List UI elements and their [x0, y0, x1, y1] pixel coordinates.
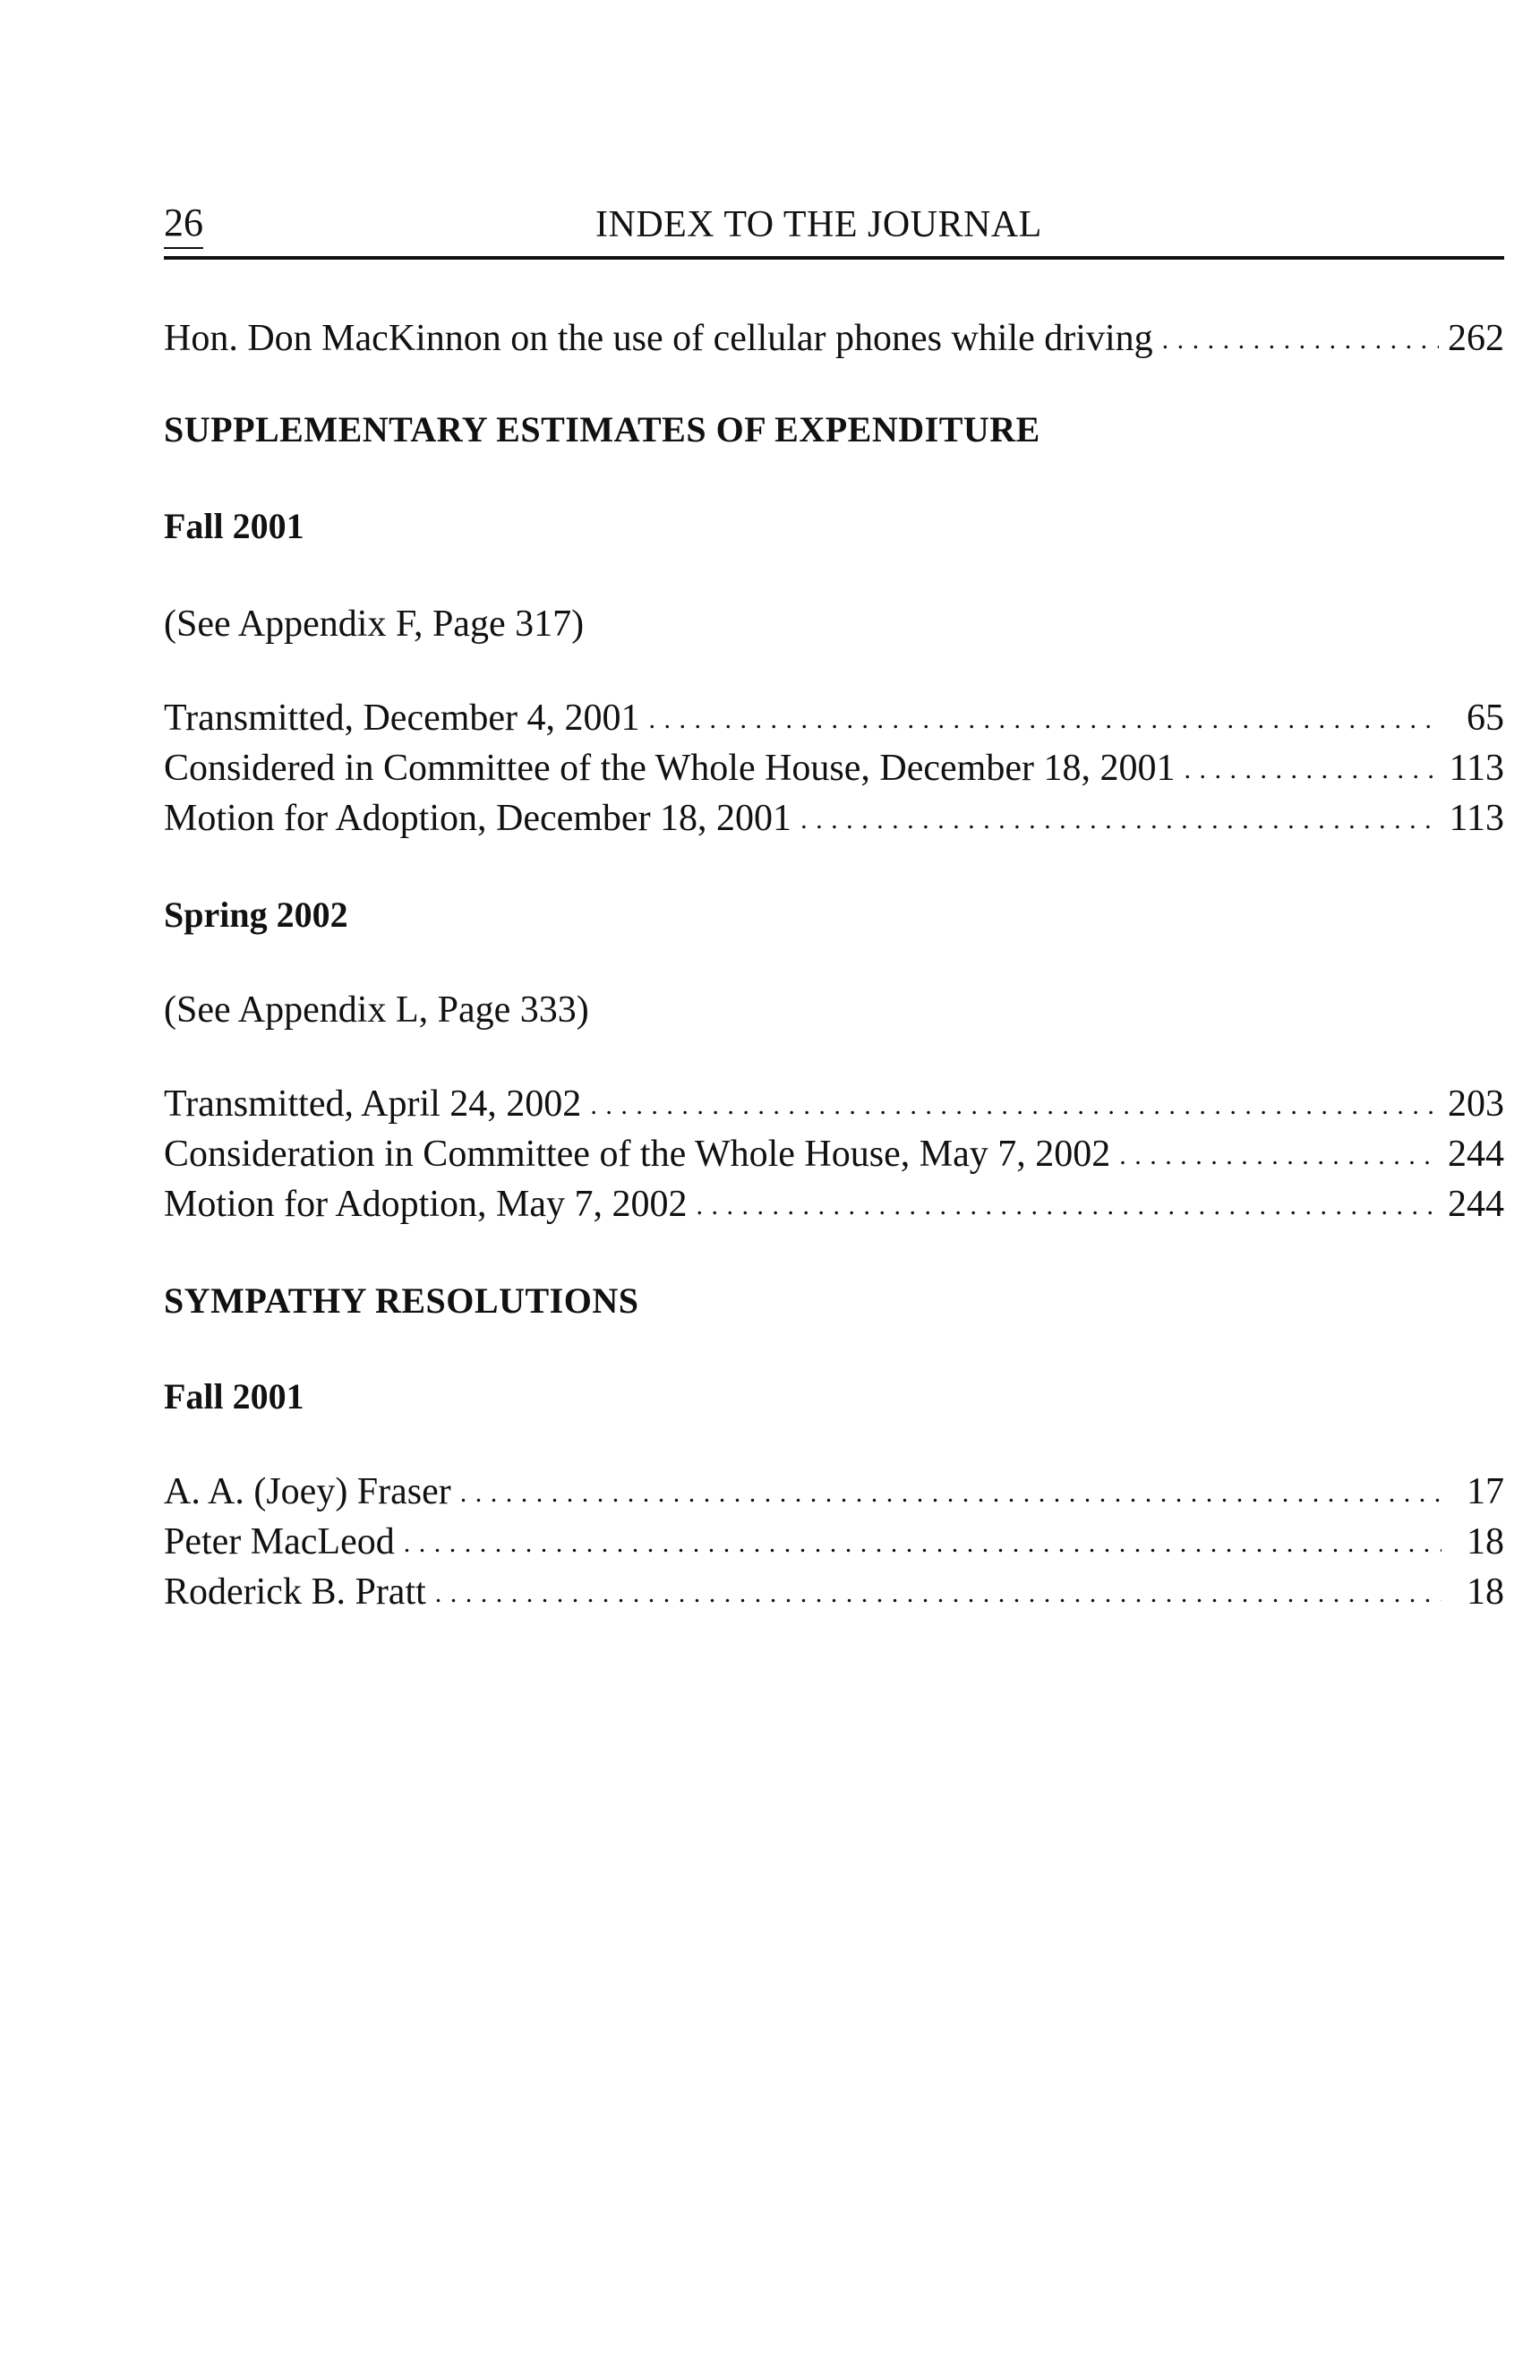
dot-leader — [404, 1515, 1442, 1565]
appendix-note: (See Appendix L, Page 333) — [164, 989, 589, 1031]
entry-label: Roderick B. Pratt — [164, 1571, 426, 1613]
entry-page-number: 18 — [1467, 1571, 1504, 1613]
entry-label: Transmitted, December 4, 2001 — [164, 698, 640, 739]
entry-page-number: 244 — [1448, 1134, 1504, 1175]
entry-page-number: 17 — [1467, 1471, 1504, 1512]
entry-page-number: 203 — [1448, 1083, 1504, 1125]
index-entry — [164, 1129, 1504, 1179]
appendix-note: (See Appendix F, Page 317) — [164, 604, 585, 645]
subheading: Fall 2001 — [164, 506, 304, 546]
index-entry — [164, 793, 1504, 843]
entry-page-number: 244 — [1448, 1184, 1504, 1225]
dot-leader — [590, 1077, 1439, 1127]
index-entry — [164, 313, 1504, 364]
index-entry — [164, 743, 1504, 793]
dot-leader — [1184, 741, 1440, 792]
entry-label: Consideration in Committee of the Whole House, May 7, 2002 — [164, 1134, 1111, 1175]
entry-label: Considered in Committee of the Whole House, December 18, 2001 — [164, 748, 1176, 789]
entry-page-number: 65 — [1467, 698, 1504, 739]
dot-leader — [649, 691, 1442, 741]
index-entry — [164, 1517, 1504, 1567]
entry-label: Peter MacLeod — [164, 1521, 395, 1562]
section-heading: SYMPATHY RESOLUTIONS — [164, 1280, 639, 1321]
entry-label: Motion for Adoption, May 7, 2002 — [164, 1184, 688, 1225]
index-entry — [164, 693, 1504, 743]
dot-leader — [1119, 1127, 1439, 1177]
subheading: Fall 2001 — [164, 1376, 304, 1417]
dot-leader — [1162, 312, 1439, 362]
entry-page-number: 262 — [1448, 318, 1504, 359]
dot-leader — [460, 1465, 1442, 1515]
index-entry — [164, 1079, 1504, 1129]
subheading: Spring 2002 — [164, 895, 348, 935]
entry-label: Motion for Adoption, December 18, 2001 — [164, 798, 792, 839]
section-heading: SUPPLEMENTARY ESTIMATES OF EXPENDITURE — [164, 409, 1040, 449]
dot-leader — [697, 1177, 1440, 1228]
index-entry — [164, 1179, 1504, 1229]
entry-label: Transmitted, April 24, 2002 — [164, 1083, 582, 1125]
entry-label: Hon. Don MacKinnon on the use of cellular phones while driving — [164, 318, 1153, 359]
entry-page-number: 18 — [1467, 1521, 1504, 1562]
page-number: 26 — [164, 201, 203, 249]
index-entry — [164, 1567, 1504, 1617]
entry-page-number: 113 — [1449, 798, 1504, 839]
index-entry — [164, 1467, 1504, 1517]
dot-leader — [435, 1565, 1442, 1615]
entry-page-number: 113 — [1449, 748, 1504, 789]
entry-label: A. A. (Joey) Fraser — [164, 1471, 451, 1512]
running-head — [164, 197, 1504, 260]
running-title: INDEX TO THE JOURNAL — [595, 204, 1042, 245]
dot-leader — [800, 792, 1440, 842]
